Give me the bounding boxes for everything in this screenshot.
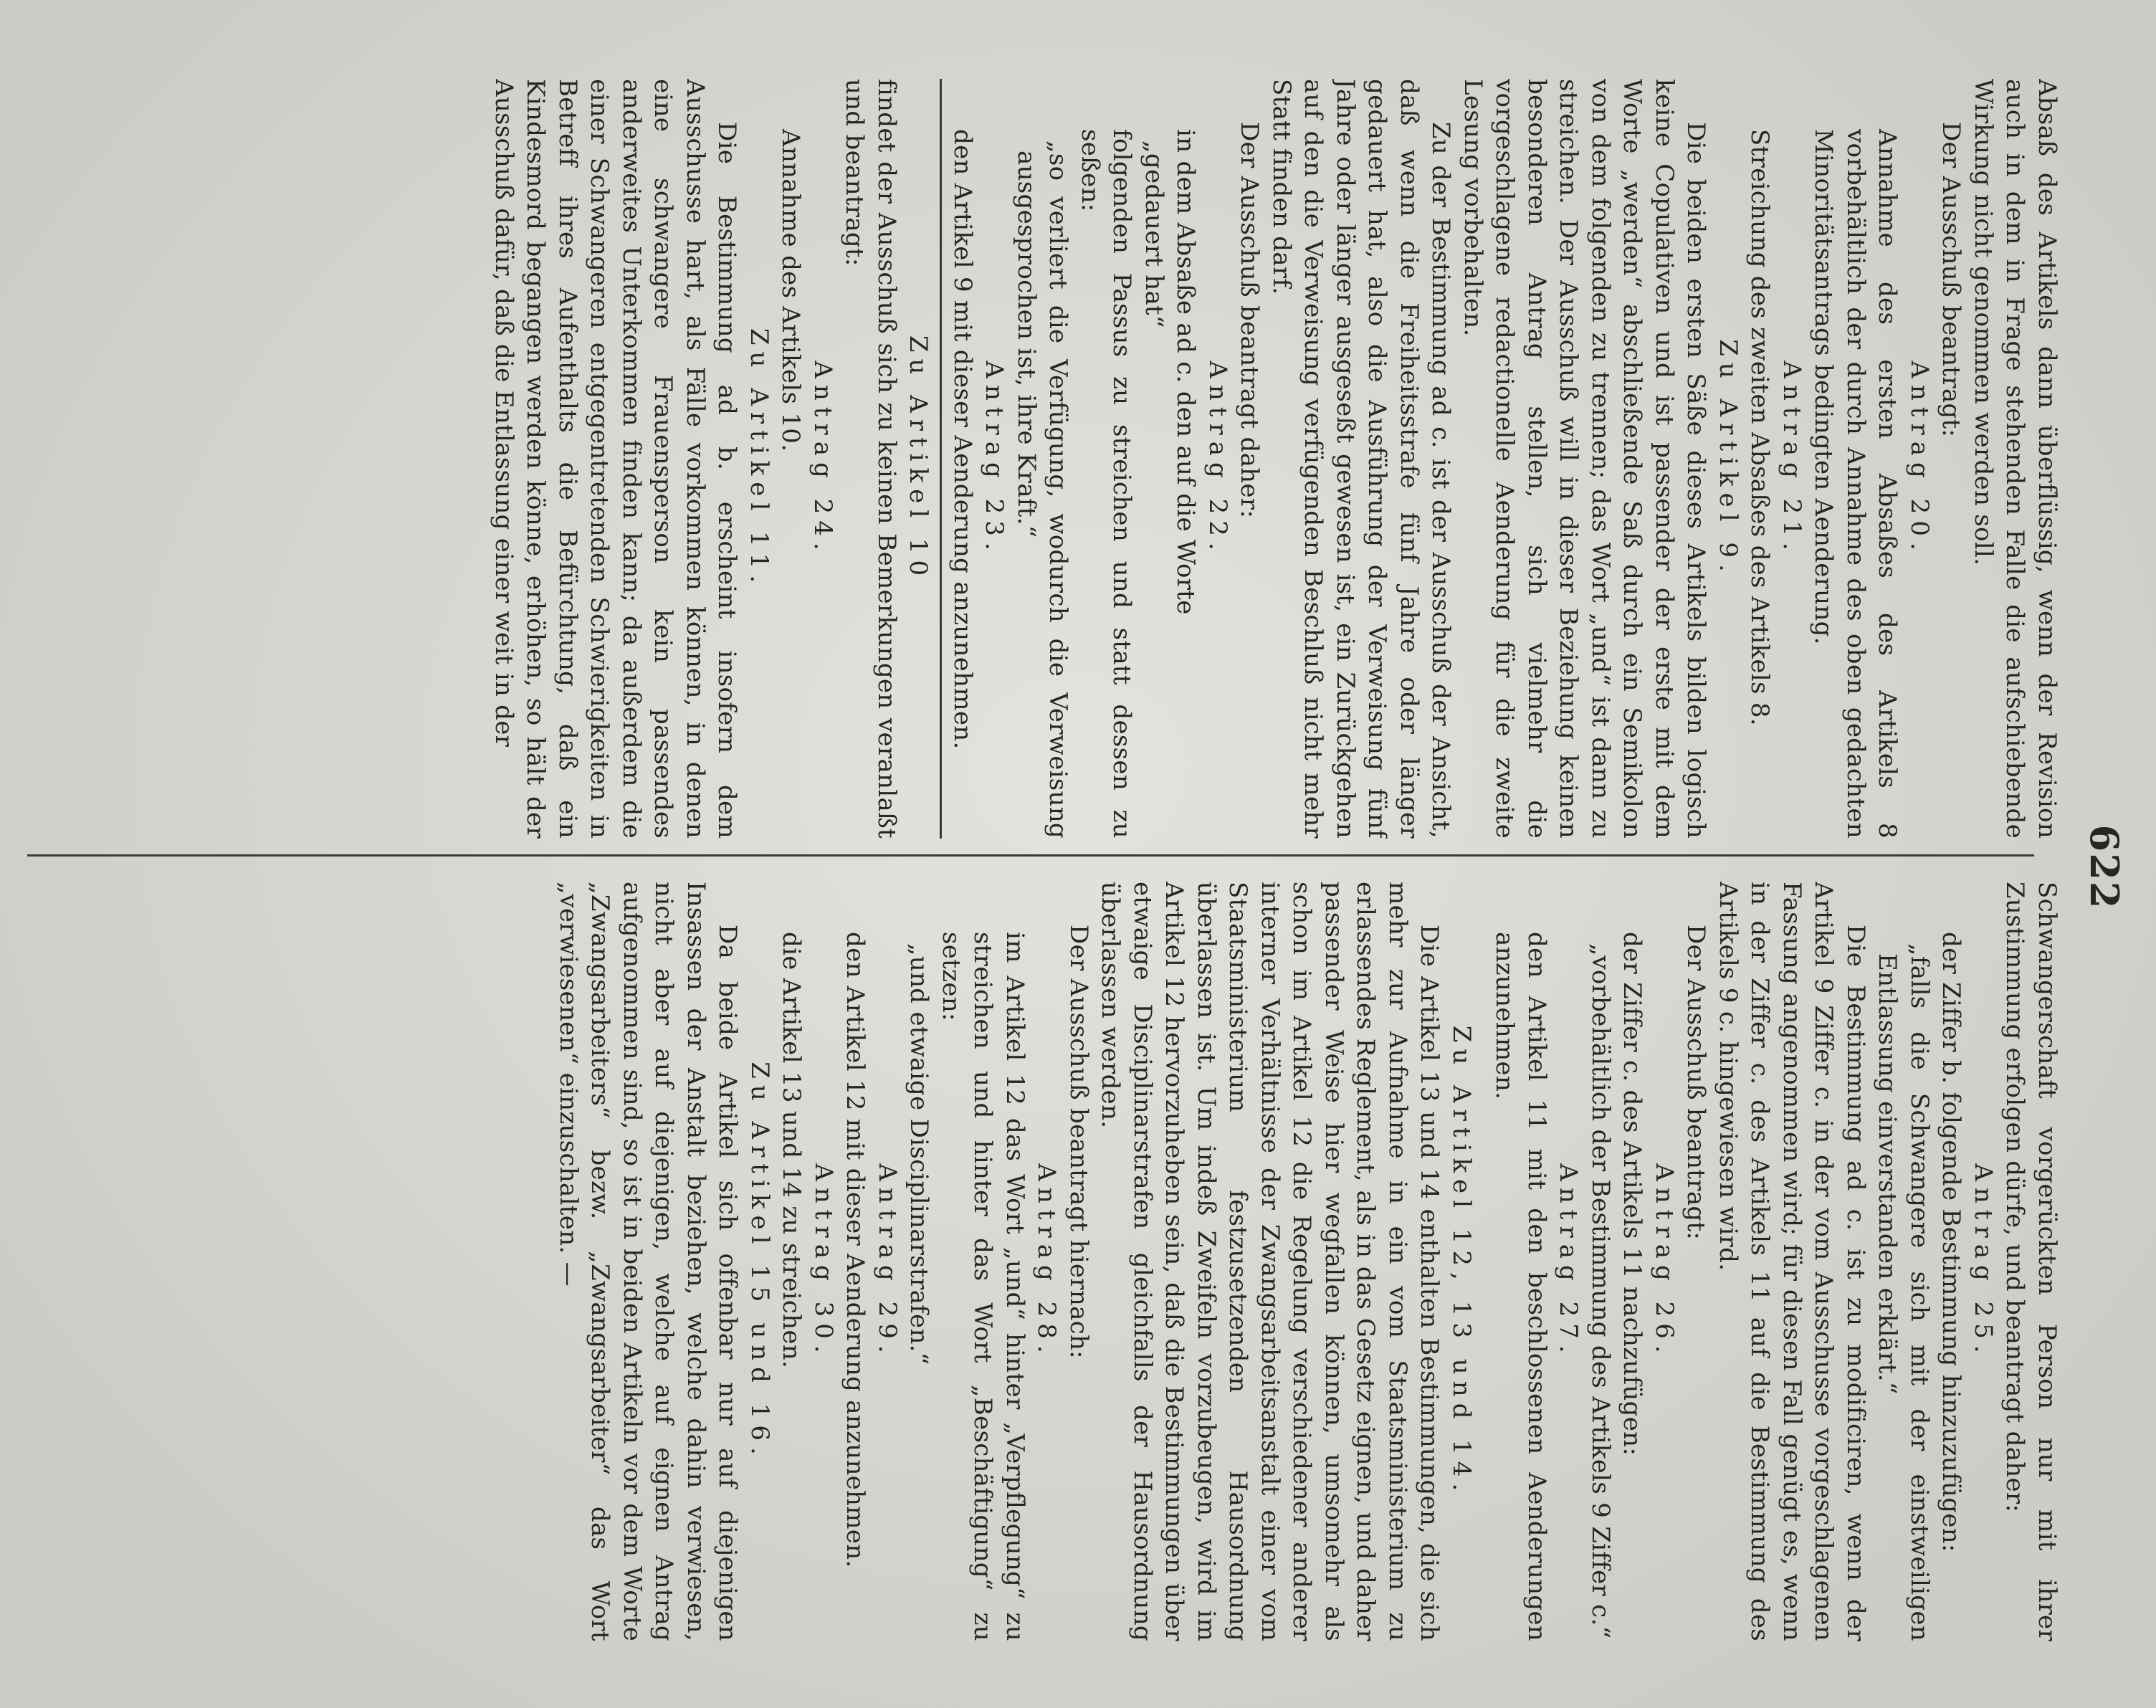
- section-heading: Antrag 27.: [1554, 1163, 1583, 1360]
- paragraph: den Artikel 9 mit dieser Aenderung anzunehmen.: [948, 129, 977, 750]
- paragraph: „gedauert hat“: [1140, 140, 1168, 328]
- paragraph: Die Artikel 13 und 14 enthalten Bestimmungen, die sich mehr zur Aufnahme in ein vom Staatsministerium zu erlassendes Reglement, als in das Gesetz eignen, und daher passender Weise hier wegfallen können, umsomehr als schon im Artikel 12 die Regelung verschiedener anderer interner Verhältnisse der Zwangsarbeitsanstalt einer vom Staatsministerium festzusetzenden Hausordnung überlassen ist. Um indeß Zweifeln vorzubeugen, wird im Artikel 12 hervorzuheben sein, daß die Bestimmungen über etwaige Disciplinarstrafen gleichfalls der Hausordnung überlassen werden.: [1096, 882, 1444, 1641]
- paragraph: in dem Absaße ad c. den auf die Worte: [1171, 129, 1201, 615]
- section-heading: Zu Artikel 15 und 16.: [745, 1061, 774, 1461]
- paragraph: Der Ausschuß beantragt hiernach:: [1064, 925, 1093, 1359]
- section-heading: Antrag 21.: [1778, 361, 1806, 557]
- section-heading: Antrag 23.: [980, 361, 1009, 557]
- paragraph: Annahme des ersten Absaßes des Artikels 8 vorbehältlich der durch Annahme des oben gedachten Minoritätsantrags bedingten Aenderung.: [1809, 129, 1902, 839]
- paragraph: im Artikel 12 das Wort „und“ hinter „Verpflegung“ zu streichen und hinter das Wort „Beschäftigung“ zu setzen:: [937, 932, 1029, 1641]
- paragraph: Schwangerschaft vorgerückten Person nur mit ihrer Zustimmung erfolgen dürfe, und beantragt daher:: [2000, 882, 2061, 1641]
- paragraph: der Ziffer c. des Artikels 11 nachzufügen:: [1618, 932, 1647, 1456]
- paragraph: Die Bestimmung ad b. erscheint insofern dem Ausschusse hart, als Fälle vorkommen können, in denen eine schwangere Frauensperson kein passendes anderweites Unterkommen finden kann; da außerdem die einer Schwangeren entgegentretenden Schwierigkeiten in Betreff ihres Aufenthalts die Befürchtung, daß ein Kindesmord begangen werden könne, erhöhen, so hält der Ausschuß dafür, daß die Entlassung einer weit in der: [490, 79, 742, 839]
- paragraph: Der Ausschuß beantragt:: [1682, 925, 1711, 1241]
- paragraph: findet der Ausschuß sich zu keinen Bemerkungen veranlaßt und beantragt:: [840, 79, 901, 839]
- section-rule: [940, 79, 943, 839]
- paragraph: „und etwaige Disciplinarstrafen.“: [905, 943, 934, 1365]
- section-heading: Zu Artikel 12, 13 und 14.: [1447, 1025, 1476, 1498]
- section-heading: Antrag 28.: [1032, 1163, 1062, 1360]
- column-divider: [27, 854, 2034, 857]
- section-heading: Antrag 26.: [1650, 1163, 1679, 1360]
- section-heading: Antrag 20.: [1905, 361, 1934, 557]
- paragraph: den Artikel 11 mit den beschlossenen Aenderungen anzunehmen.: [1490, 932, 1551, 1641]
- paragraph: „falls die Schwangere sich mit der einstweiligen Entlassung einverstanden erklärt.“: [1873, 943, 1934, 1641]
- section-heading: Antrag 25.: [1969, 1163, 1998, 1360]
- paragraph: Der Ausschuß beantragt:: [1937, 122, 1966, 438]
- paragraph: Die beiden ersten Säße dieses Artikels bilden logisch keine Copulativen und ist passender der erste mit dem Worte „werden“ abschließende Saß durch ein Semikolon von dem folgenden zu trennen; das Wort „und“ ist dann zu streichen. Der Ausschuß will in dieser Beziehung keinen besonderen Antrag stellen, sich vielmehr die vorgeschlagene redactionelle Aenderung für die zweite Lesung vorbehalten.: [1459, 79, 1711, 839]
- paragraph: Streichung des zweiten Absaßes des Artikels 8.: [1745, 129, 1775, 726]
- section-heading: Zu Artikel 11.: [745, 328, 773, 590]
- section-heading: Antrag 30.: [809, 1163, 838, 1360]
- paragraph: „vorbehältlich der Bestimmung des Artikels 9 Ziffer c.“: [1586, 943, 1615, 1639]
- section-heading: Antrag 24.: [808, 361, 837, 557]
- section-heading: Zu Artikel 10: [904, 335, 933, 583]
- left-column: [27, 79, 2063, 839]
- paragraph: folgenden Passus zu streichen und statt dessen zu seßen:: [1076, 129, 1137, 839]
- spacer: [1477, 882, 1489, 1641]
- paragraph: Zu der Bestimmung ad c. ist der Ausschuß der Ansicht, daß wenn die Freiheitsstrafe fünf Jahre oder länger gedauert hat, also die Ausführung der Verweisung fünf Jahre oder länger ausgeseßt gewesen ist, ein Zurückgehen auf den die Verweisung verfügenden Beschluß nicht mehr Statt finden darf.: [1267, 79, 1456, 839]
- section-heading: Antrag 22.: [1203, 361, 1232, 557]
- section-heading: Zu Artikel 9.: [1714, 339, 1742, 578]
- page-number: 622: [2081, 824, 2127, 910]
- paragraph: den Artikel 12 mit dieser Aenderung anzunehmen.: [841, 932, 870, 1568]
- section-heading: Antrag 29.: [873, 1163, 902, 1360]
- paragraph: Absaß des Artikels dann überflüssig, wenn der Revision auch in dem in Frage stehenden Falle die aufschiebende Wirkung nicht genommen werden soll.: [1969, 79, 2061, 839]
- paragraph: Annahme des Artikels 10.: [776, 129, 806, 452]
- paragraph: „so verliert die Verfügung, wodurch die Verweisung ausgesprochen ist, ihre Kraft.“: [1012, 140, 1073, 839]
- paragraph: Die Bestimmung ad c. ist zu modificiren, wenn der Artikel 9 Ziffer c. in der vom Ausschusse vorgeschlagenen Fassung angenommen wird; für diesen Fall genügt es, wenn in der Ziffer c. des Artikels 11 auf die Bestimmung des Artikels 9 c. hingewiesen wird.: [1714, 882, 1870, 1641]
- paragraph: Da beide Artikel sich offenbar nur auf diejenigen Insassen der Anstalt beziehen, welche dahin verwiesen, nicht aber auf diejenigen, welche auf eignen Antrag aufgenommen sind, so ist in beiden Artikeln vor dem Worte „Zwangsarbeiters“ bezw. „Zwangsarbeiter“ das Wort „verwiesenen“ einzuschalten. —: [554, 882, 743, 1641]
- paragraph: der Ziffer b. folgende Bestimmung hinzuzufügen:: [1937, 932, 1966, 1552]
- paragraph: Der Ausschuß beantragt daher:: [1235, 122, 1264, 519]
- right-column: [27, 882, 2063, 1641]
- paragraph: die Artikel 13 und 14 zu streichen.: [777, 932, 806, 1369]
